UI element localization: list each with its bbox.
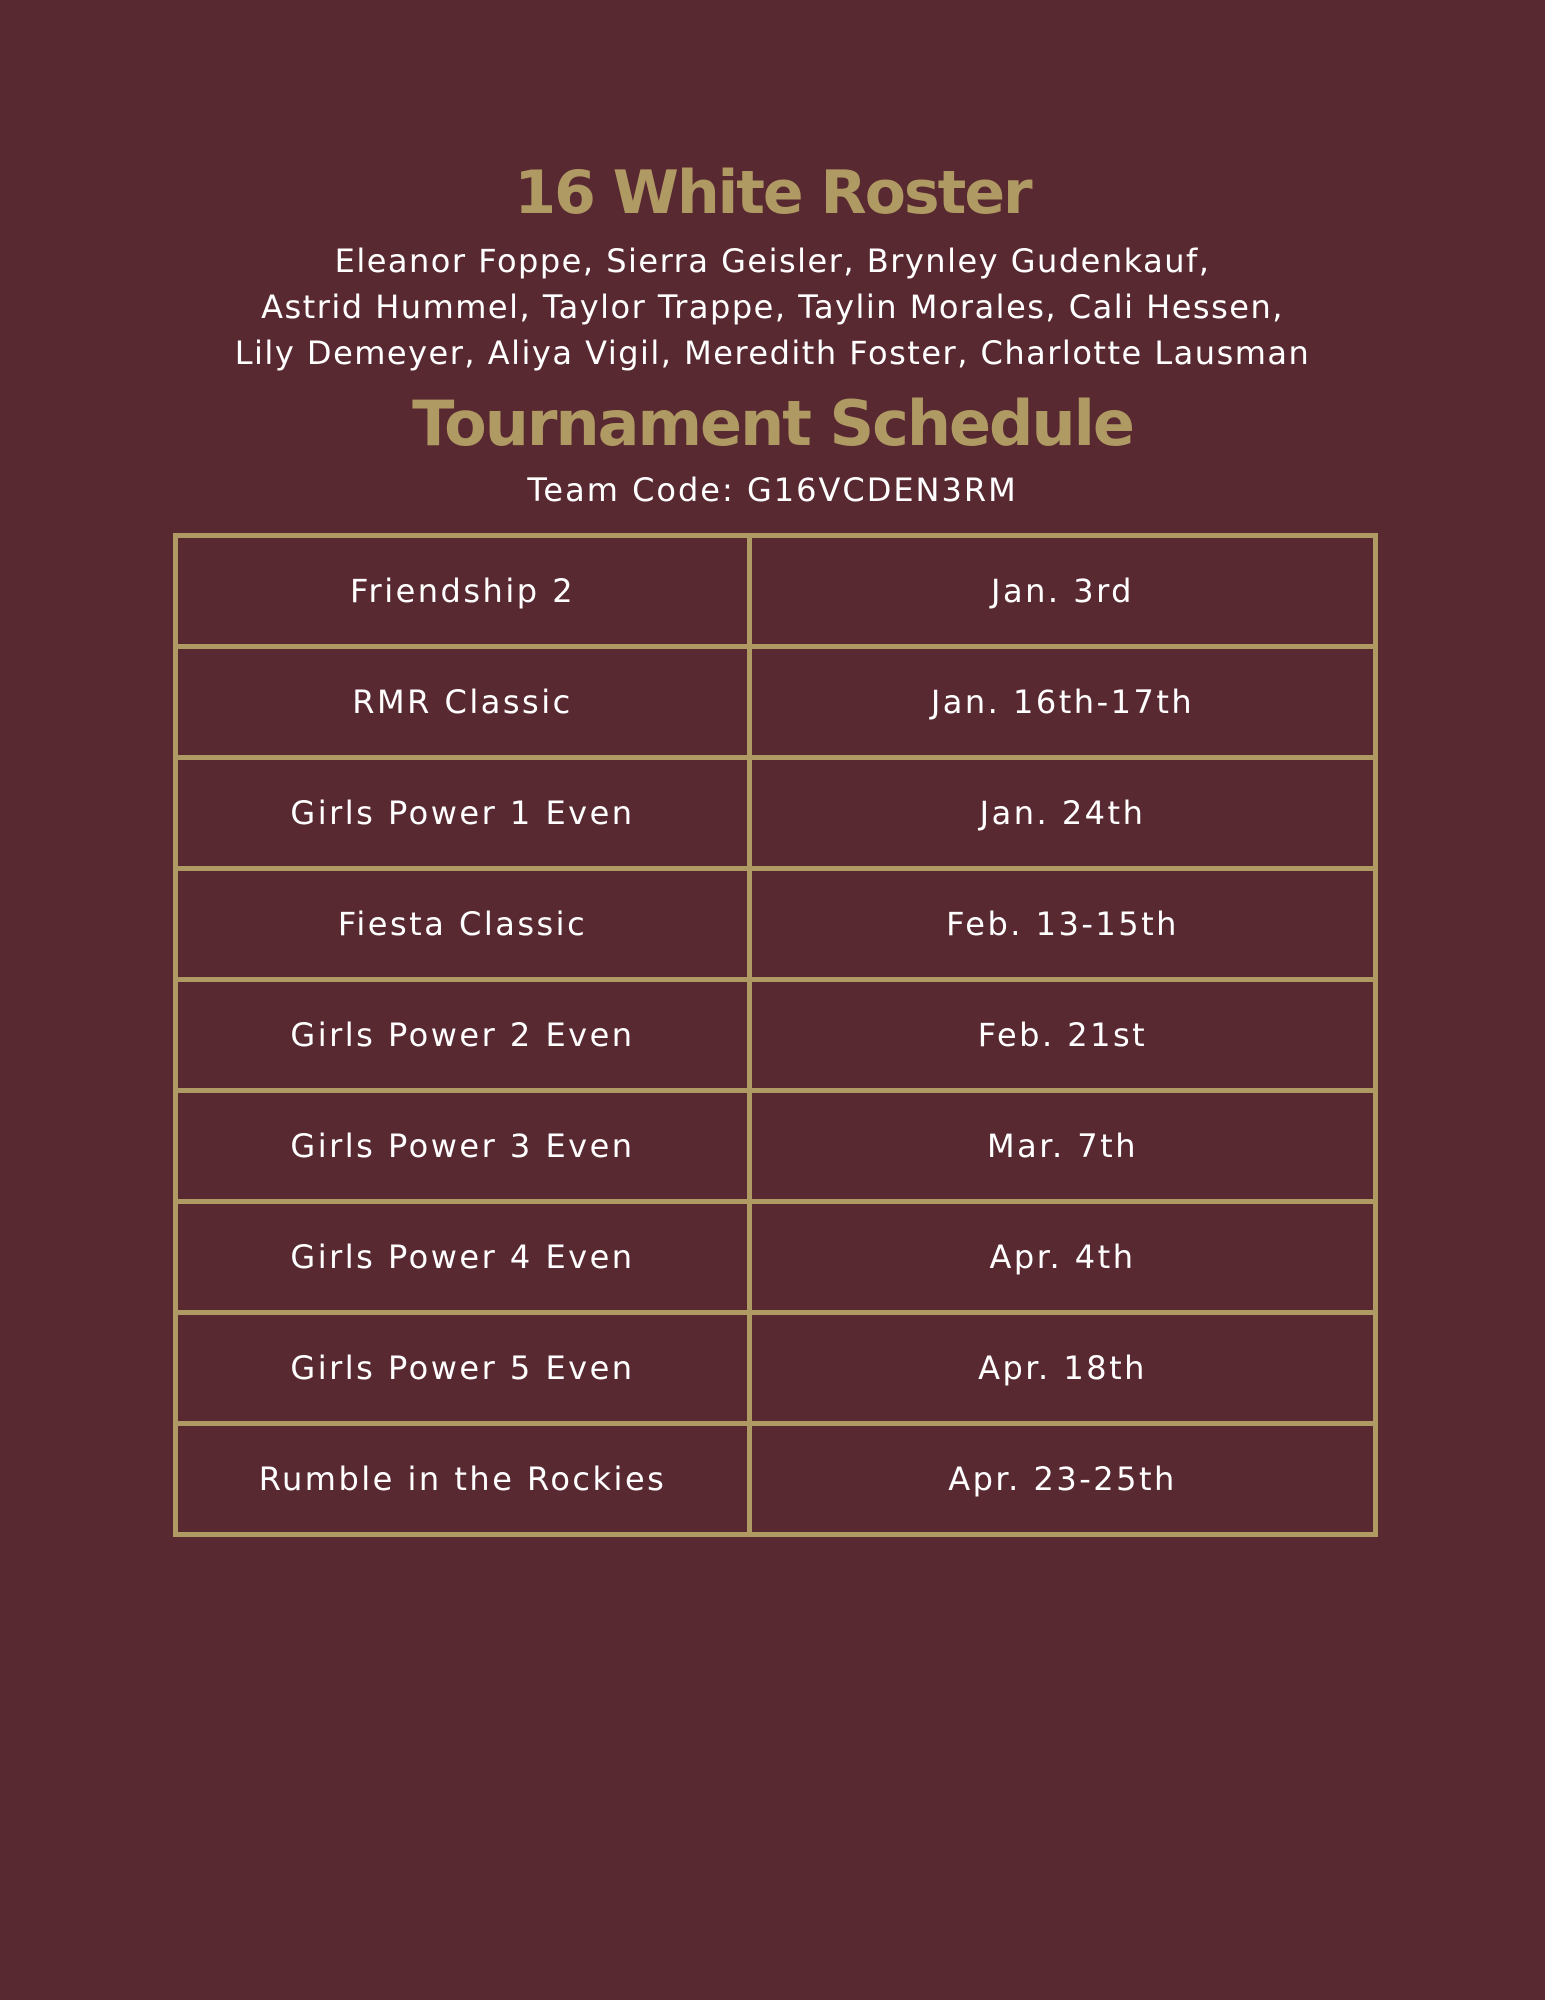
event-date: Apr. 23-25th: [750, 1424, 1376, 1535]
event-date: Jan. 16th-17th: [750, 647, 1376, 758]
roster-line: Astrid Hummel, Taylor Trappe, Taylin Morales, Cali Hessen,: [261, 288, 1284, 326]
roster-line: Lily Demeyer, Aliya Vigil, Meredith Foster, Charlotte Lausman: [234, 334, 1311, 372]
event-name: Girls Power 4 Even: [176, 1202, 750, 1313]
roster-line: Eleanor Foppe, Sierra Geisler, Brynley Gudenkauf,: [334, 242, 1211, 280]
event-name: Girls Power 1 Even: [176, 758, 750, 869]
roster-title: 16 White Roster: [514, 158, 1031, 228]
event-name: Rumble in the Rockies: [176, 1424, 750, 1535]
event-name: Girls Power 3 Even: [176, 1091, 750, 1202]
event-date: Jan. 3rd: [750, 536, 1376, 647]
event-name: RMR Classic: [176, 647, 750, 758]
schedule-title: Tournament Schedule: [412, 387, 1133, 460]
table-row: [176, 758, 1376, 869]
table-row: [176, 1313, 1376, 1424]
table-row: [176, 647, 1376, 758]
table-row: [176, 869, 1376, 980]
event-date: Feb. 13-15th: [750, 869, 1376, 980]
table-row: [176, 1202, 1376, 1313]
event-date: Apr. 18th: [750, 1313, 1376, 1424]
table-row: [176, 1424, 1376, 1535]
event-name: Fiesta Classic: [176, 869, 750, 980]
team-code: Team Code: G16VCDEN3RM: [527, 471, 1018, 509]
event-name: Girls Power 5 Even: [176, 1313, 750, 1424]
event-name: Girls Power 2 Even: [176, 980, 750, 1091]
roster-names: [0, 238, 1545, 376]
table-row: [176, 536, 1376, 647]
schedule-table: [173, 533, 1378, 1537]
table-row: [176, 1091, 1376, 1202]
event-date: Apr. 4th: [750, 1202, 1376, 1313]
event-date: Mar. 7th: [750, 1091, 1376, 1202]
event-date: Jan. 24th: [750, 758, 1376, 869]
table-row: [176, 980, 1376, 1091]
event-date: Feb. 21st: [750, 980, 1376, 1091]
event-name: Friendship 2: [176, 536, 750, 647]
